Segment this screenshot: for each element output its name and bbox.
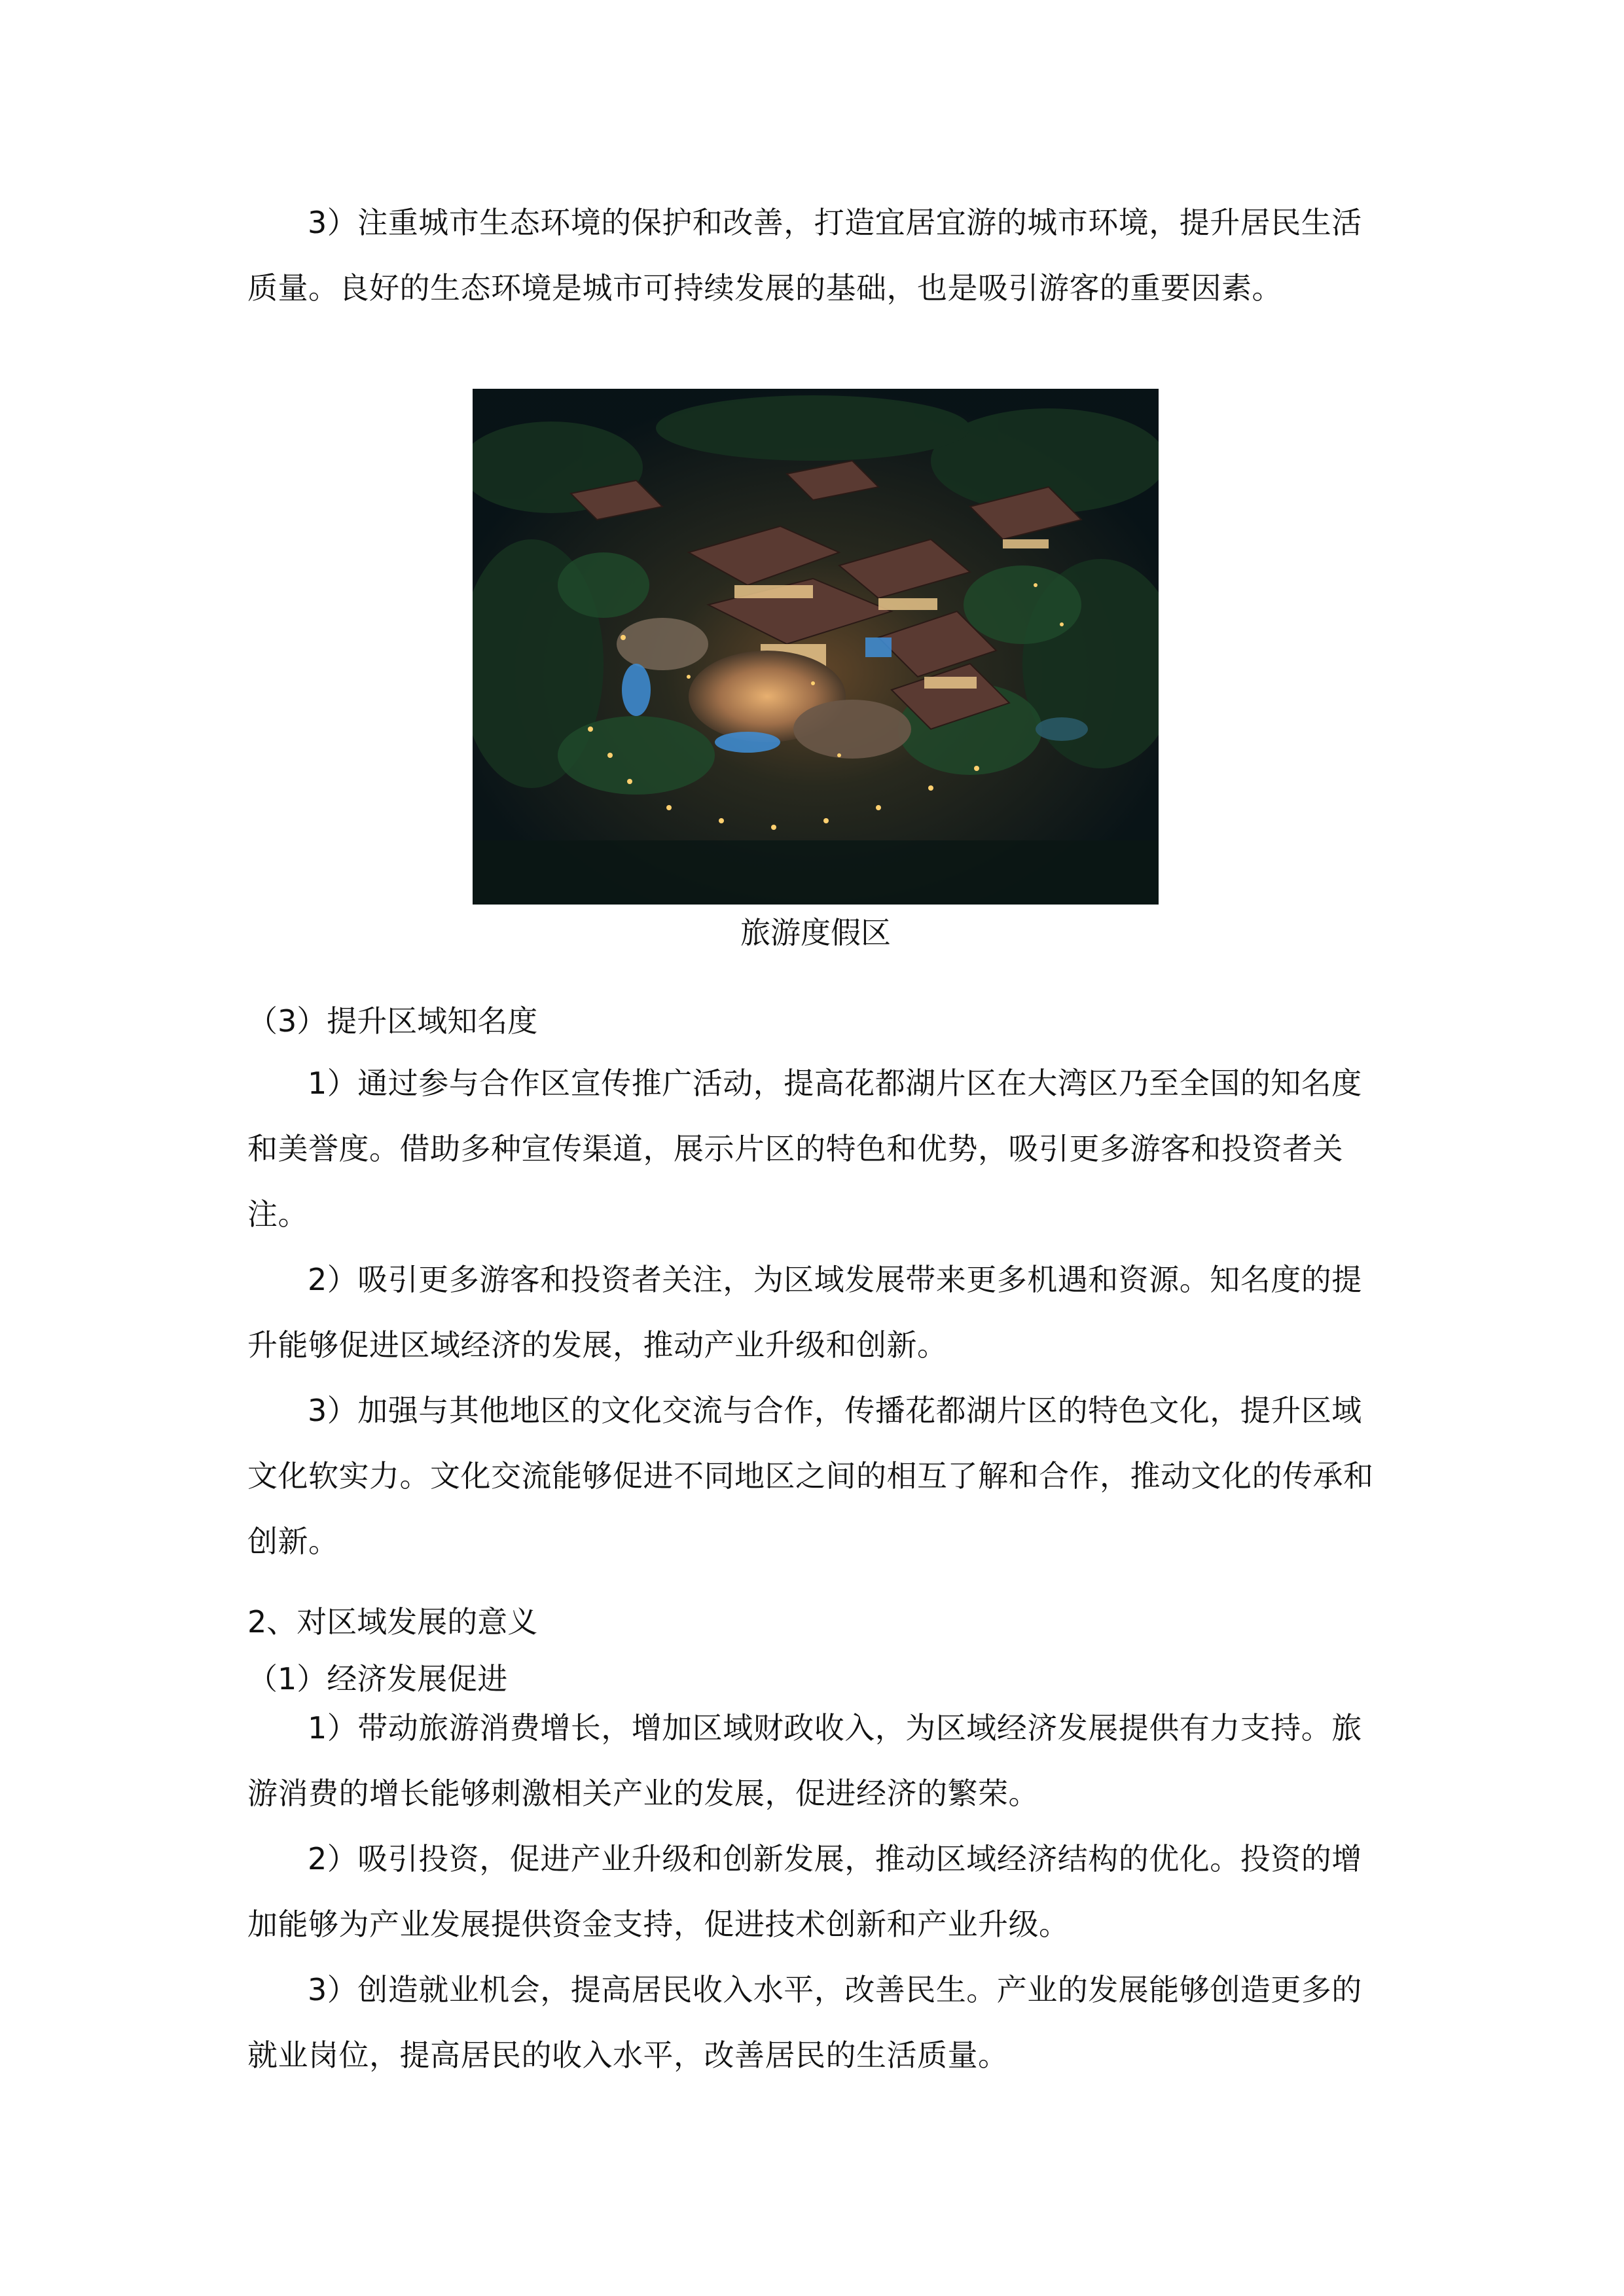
paragraph-investment: 2）吸引投资，促进产业升级和创新发展，推动区域经济结构的优化。投资的增加能够为产业发展提供资金支持，促进技术创新和产业升级。 [247, 1841, 1362, 1942]
paragraph-employment: 3）创造就业机会，提高居民收入水平，改善民生。产业的发展能够创造更多的就业岗位，提高居民的收入水平，改善居民的生活质量。 [247, 1972, 1362, 2073]
section-3-heading: （3）提升区域知名度 [247, 1003, 538, 1039]
part-2-heading: 2、对区域发展的意义 [247, 1604, 538, 1640]
paragraph-cultural-exchange: 3）加强与其他地区的文化交流与合作，传播花都湖片区的特色文化，提升区域文化软实力。文化交流能够促进不同地区之间的相互了解和合作，推动文化的传承和创新。 [247, 1393, 1374, 1559]
resort-night-aerial-image [473, 389, 1159, 905]
paragraph-attract-visitors: 2）吸引更多游客和投资者关注，为区域发展带来更多机遇和资源。知名度的提升能够促进区域经济的发展，推动产业升级和创新。 [247, 1262, 1362, 1363]
figure-caption: 旅游度假区 [740, 915, 891, 950]
paragraph-eco-environment: 3）注重城市生态环境的保护和改善，打造宜居宜游的城市环境，提升居民生活质量。良好的生态环境是城市可持续发展的基础，也是吸引游客的重要因素。 [247, 205, 1362, 306]
paragraph-tourism-consumption: 1）带动旅游消费增长，增加区域财政收入，为区域经济发展提供有力支持。旅游消费的增长能够刺激相关产业的发展，促进经济的繁荣。 [247, 1710, 1362, 1811]
paragraph-promotion: 1）通过参与合作区宣传推广活动，提高花都湖片区在大湾区乃至全国的知名度和美誉度。借助多种宣传渠道，展示片区的特色和优势，吸引更多游客和投资者关注。 [247, 1066, 1362, 1232]
subsection-1-heading: （1）经济发展促进 [247, 1661, 508, 1696]
